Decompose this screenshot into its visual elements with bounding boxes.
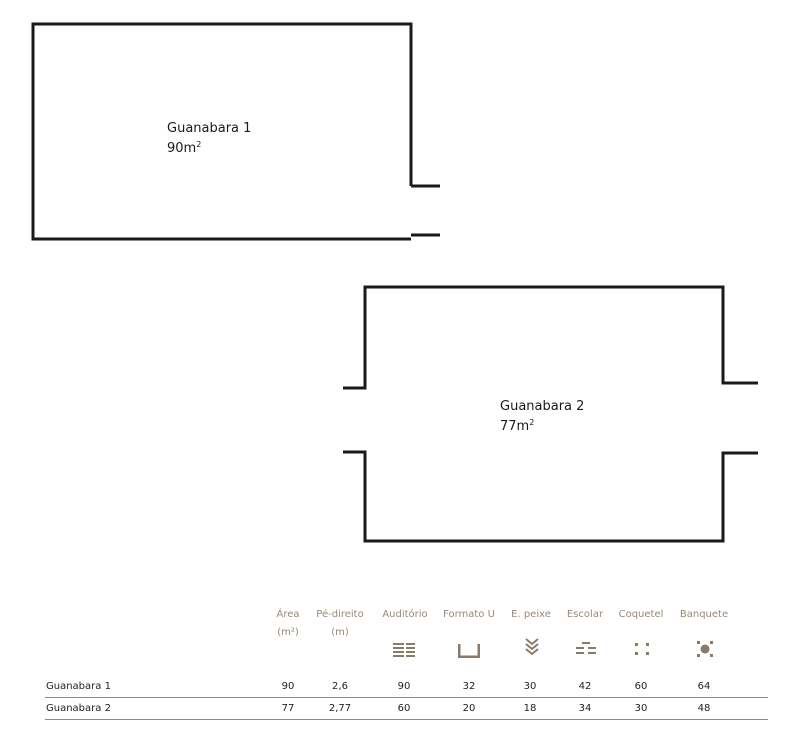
cell-banquet: 48 (697, 703, 711, 714)
header-u-shape: Formato U (443, 609, 495, 620)
cell-area: 90 (281, 681, 295, 692)
room-area: $90m^2$ (167, 140, 202, 156)
cell-auditorium: 60 (397, 703, 411, 714)
cell-ceiling-height: 2,6 (332, 681, 348, 692)
classroom-layout-icon (575, 638, 597, 658)
header-ceiling-height: Pé-direito (m) (316, 609, 364, 638)
header-area: Área (m²) (276, 609, 300, 638)
cell-ceiling-height: 2,77 (328, 703, 352, 714)
room-label-guanabara-1 (167, 121, 251, 157)
u-shape-layout-icon (458, 638, 480, 658)
cell-u-shape: 32 (462, 681, 476, 692)
cocktail-layout-icon (631, 638, 653, 658)
room-area: $77m^2$ (500, 418, 535, 434)
cell-area: 77 (281, 703, 295, 714)
cell-classroom: 34 (578, 703, 592, 714)
header-auditorium: Auditório (382, 609, 428, 620)
cell-herringbone: 30 (523, 681, 537, 692)
cell-banquet: 64 (697, 681, 711, 692)
row-divider (45, 719, 768, 720)
cell-cocktail: 30 (634, 703, 648, 714)
auditorium-layout-icon (393, 638, 415, 658)
row-divider (45, 697, 768, 698)
banquet-layout-icon (694, 638, 716, 658)
header-classroom: Escolar (566, 609, 604, 620)
row-name-guanabara-1: Guanabara 1 (46, 681, 111, 692)
herringbone-layout-icon (521, 638, 543, 658)
header-banquet: Banquete (679, 609, 729, 620)
cell-cocktail: 60 (634, 681, 648, 692)
cell-herringbone: 18 (523, 703, 537, 714)
room-label-guanabara-2 (500, 399, 584, 435)
room-name: Guanabara 2 (500, 399, 585, 414)
room-guanabara-2-walls-bottom (343, 452, 758, 541)
header-herringbone: E. peixe (511, 609, 551, 620)
cell-classroom: 42 (578, 681, 592, 692)
row-name-guanabara-2: Guanabara 2 (46, 703, 111, 714)
room-name: Guanabara 1 (167, 121, 252, 136)
header-cocktail: Coquetel (618, 609, 664, 620)
cell-u-shape: 20 (462, 703, 476, 714)
cell-auditorium: 90 (397, 681, 411, 692)
room-guanabara-2-walls-top (343, 287, 758, 388)
